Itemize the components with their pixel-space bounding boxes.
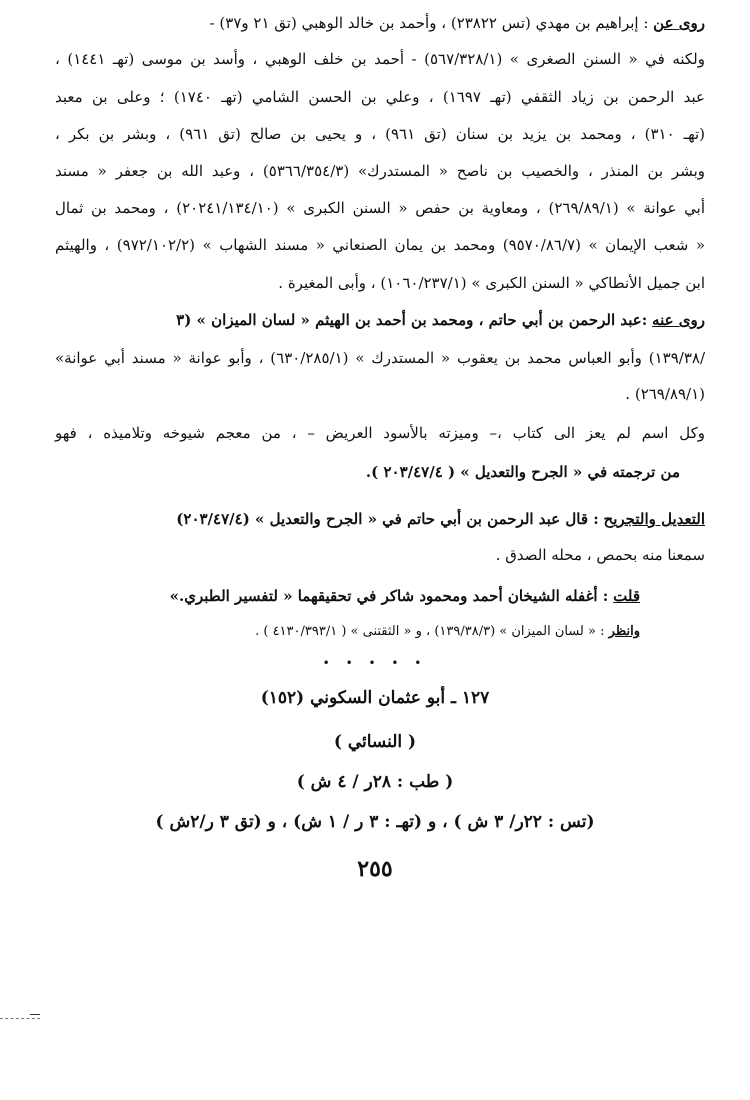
para1-line-7: « شعب الإيمان » (٩٥٧٠/٨٦/٧) ومحمد بن يمان الصنعاني « مسند الشهاب » (٩٧٢/١٠٢/٢) ، والهيثم [55,236,705,254]
section-separator: • • • • • [322,656,428,670]
rawa-an-label: روى عن [653,14,705,32]
scan-artifact [0,1018,40,1021]
qultu-label: قلت [613,587,640,605]
para2-line-3: (٢٦٩/٨٩/١) . [625,385,705,403]
para2-line-1: روى عنه :عبد الرحمن بن أبي حاتم ، ومحمد بن أحمد بن الهيثم « لسان الميزان » (٣ [176,311,705,329]
para4-line-1: التعديل والتجريح : قال عبد الرحمن بن أبي حاتم في « الجرح والتعديل » (٢٠٣/٤٧/٤) [176,510,705,528]
entry-refs: (تس : ٢٢ر/ ٣ ش ) ، و (تهـ : ٣ ر / ١ ش) ، و (تق ٣ ر/٢ش ) [155,812,595,832]
note-line: قلت : أغفله الشيخان أحمد ومحمود شاكر في تحقيقهما « لتفسير الطبري.» [169,587,640,605]
entry-heading: ١٢٧ ـ أبو عثمان السكوني (١٥٢) [260,688,490,708]
para1-line-3: عبد الرحمن بن زياد الثقفي (تهـ ١٦٩٧) ، وعلي بن الحسن الشامي (تهـ ١٧٤٠) ؛ وعلى بن معبد [55,88,705,106]
para1-line-1: روى عن : إبراهيم بن مهدي (تس ٢٣٨٢٢) ، وأحمد بن خالد الوهبي (تق ٢١ و٣٧) - [209,14,705,32]
para4-line-2: سمعنا منه بحمص ، محله الصدق . [495,546,705,564]
para1-line-5: وبشر بن المنذر ، والخصيب بن ناصح « المستدرك» (٥٣٦٦/٣٥٤/٣) ، وعبد الله بن جعفر « مسند [55,162,705,180]
para1-line-6: أبي عوانة » (٢٦٩/٨٩/١) ، ومعاوية بن حفص « السنن الكبرى » (٢٠٢٤١/١٣٤/١٠) ، ومحمد بن ثمال [55,199,705,217]
para1-line-4: (تهـ ٣١٠) ، ومحمد بن يزيد بن سنان (تق ٩٦١) ، و يحيى بن صالح (تق ٩٦١) ، وبشر بن بكر ، [55,125,706,143]
taadil-label: التعديل والتجريح [603,510,705,528]
para2-line-2: /١٣٩/٣٨) وأبو العباس محمد بن يعقوب « المستدرك » (٦٣٠/٢٨٥/١) ، وأبو عوانة « مسند أبي عوانة» [55,349,705,367]
page-number: ٢٥٥ [357,856,393,882]
scan-artifact-tick [30,1014,40,1015]
para1-line-8: ابن جميل الأنطاكي « السنن الكبرى » (١٠٦٠/٢٣٧/١) ، وأبى المغيرة . [278,274,705,292]
para3-line-2: من ترجمته في « الجرح والتعديل » ( ٢٠٣/٤٧/٤ ). [365,463,680,481]
para3-line-1: وكل اسم لم يعز الى كتاب ،– وميزته بالأسود العريض – ، من معجم شيوخه وتلاميذه ، فهو [55,424,705,442]
para1-line-2: ولكنه في « السنن الصغرى » (٥٦٧/٣٢٨/١) - أحمد بن خلف الوهبي ، وأسد بن موسى (تهـ ١٤٤١) ، [55,50,705,68]
see-also-line: وانظر : « لسان الميزان » (١٣٩/٣٨/٣) ، و « الثقتنى » ( ٤١٣٠/٣٩٣/١ ) . [255,624,640,639]
rawa-anhu-label: روى عنه [652,311,705,329]
entry-source: ( النسائي ) [333,732,417,752]
entry-tb: ( طب : ٢٨ر / ٤ ش ) [296,772,454,792]
see-also-label: وانظر [608,624,640,639]
